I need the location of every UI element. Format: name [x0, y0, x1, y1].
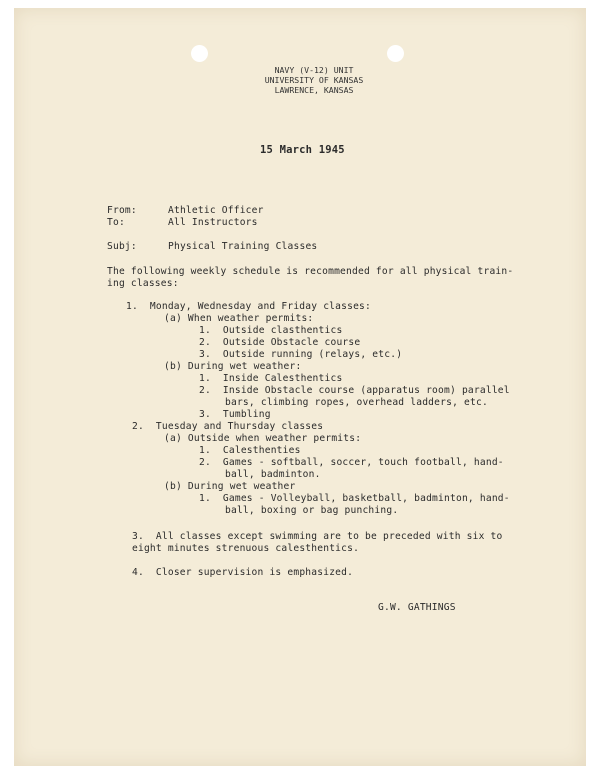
schedule-line: 2. Tuesday and Thursday classes: [132, 421, 324, 432]
letterhead-line: UNIVERSITY OF KANSAS: [264, 75, 364, 85]
schedule-line: 1. Games - Volleyball, basketball, badminton, hand-: [199, 493, 510, 504]
schedule-line: (b) During wet weather: [164, 481, 296, 492]
letterhead-line: LAWRENCE, KANSAS: [274, 85, 354, 95]
schedule-line: ball, boxing or bag punching.: [225, 505, 399, 516]
from-label: From:: [107, 205, 137, 216]
subject-label: Subj:: [107, 241, 137, 252]
paragraph-3-line: eight minutes strenuous calesthentics.: [132, 543, 360, 554]
to-value: All Instructors: [168, 217, 258, 228]
from-value: Athletic Officer: [168, 205, 264, 216]
schedule-line: 1. Inside Calesthentics: [199, 373, 343, 384]
schedule-line: (b) During wet weather:: [164, 361, 302, 372]
schedule-line: 2. Outside Obstacle course: [199, 337, 361, 348]
schedule-line: 2. Inside Obstacle course (apparatus room) parallel: [199, 385, 510, 396]
schedule-line: 3. Tumbling: [199, 409, 271, 420]
intro-line: The following weekly schedule is recommended for all physical train-: [107, 266, 514, 277]
punch-hole: [191, 45, 208, 62]
paragraph-4: 4. Closer supervision is emphasized.: [132, 567, 354, 578]
memo-date: 15 March 1945: [260, 144, 345, 156]
schedule-line: 2. Games - softball, soccer, touch football, hand-: [199, 457, 504, 468]
schedule-line: 1. Monday, Wednesday and Friday classes:: [126, 301, 372, 312]
schedule-line: bars, climbing ropes, overhead ladders, etc.: [225, 397, 488, 408]
schedule-line: (a) Outside when weather permits:: [164, 433, 362, 444]
letterhead-line: NAVY (V-12) UNIT: [274, 65, 354, 75]
document-page: [14, 8, 586, 766]
paragraph-3-line: 3. All classes except swimming are to be preceded with six to: [132, 531, 503, 542]
schedule-line: 1. Outside clasthentics: [199, 325, 343, 336]
subject-value: Physical Training Classes: [168, 241, 318, 252]
schedule-line: (a) When weather permits:: [164, 313, 314, 324]
intro-line: ing classes:: [107, 278, 179, 289]
signature: G.W. GATHINGS: [378, 602, 456, 613]
to-label: To:: [107, 217, 125, 228]
punch-hole: [387, 45, 404, 62]
schedule-line: ball, badminton.: [225, 469, 321, 480]
schedule-line: 3. Outside running (relays, etc.): [199, 349, 403, 360]
schedule-line: 1. Calesthenties: [199, 445, 301, 456]
